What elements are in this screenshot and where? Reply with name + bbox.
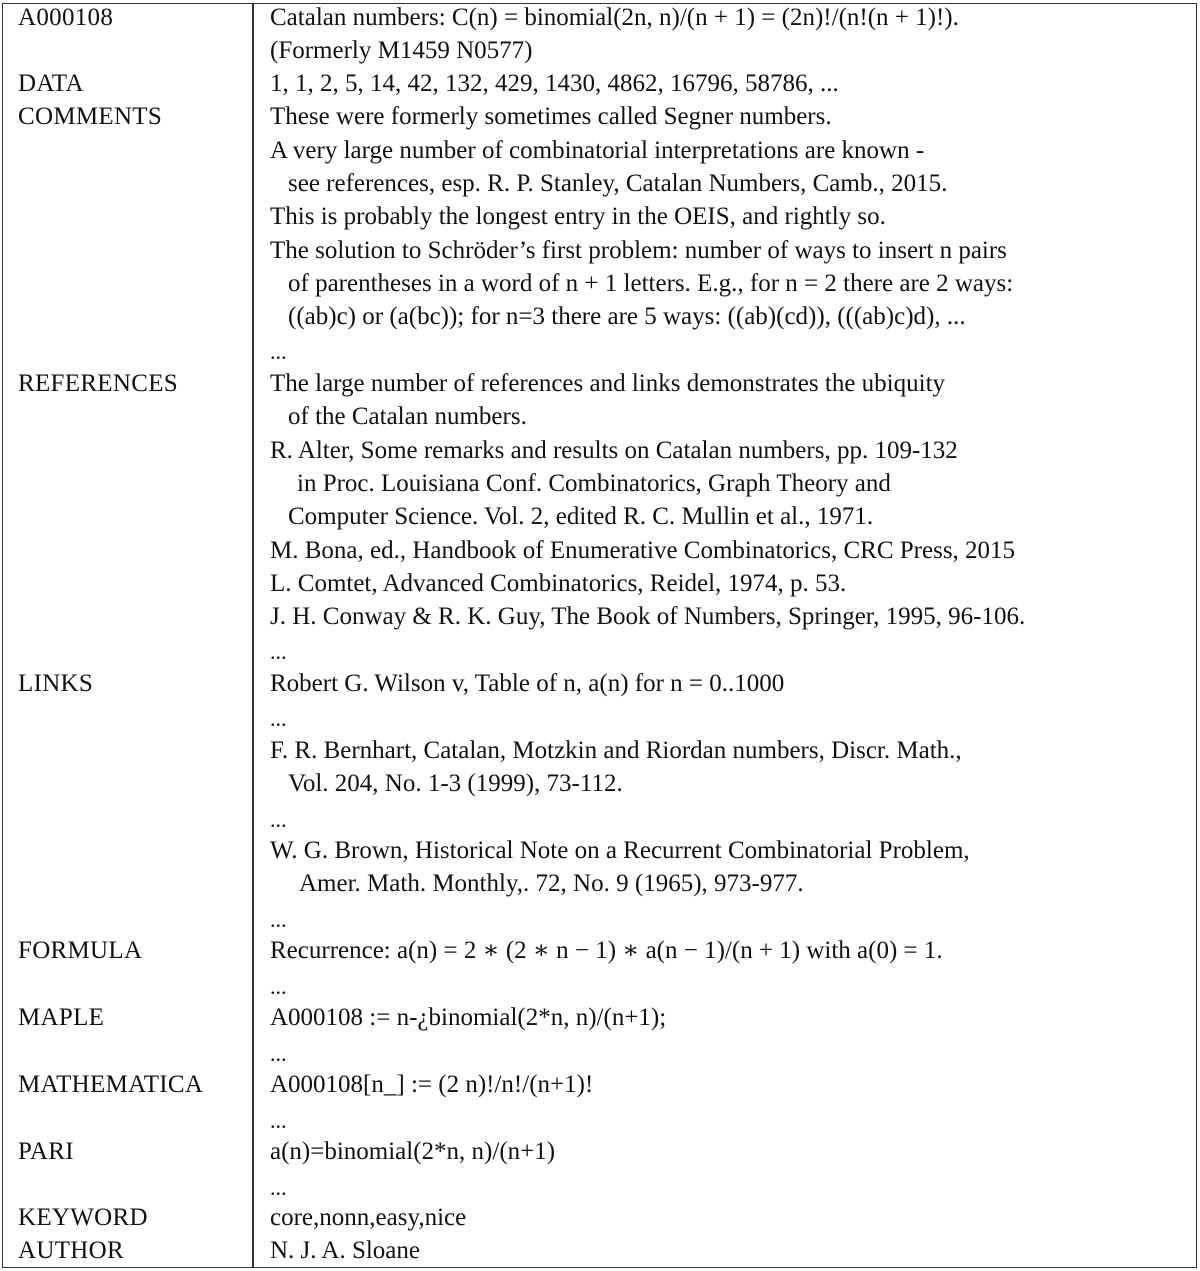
reference-line: in Proc. Louisiana Conf. Combinatorics, Graph Theory and [297, 470, 891, 497]
maple-label: MAPLE [18, 1004, 105, 1031]
maple-ellipsis: ... [270, 1041, 287, 1066]
references-label: REFERENCES [18, 370, 178, 397]
comment-line: A very large number of combinatorial interpretations are known - [270, 137, 925, 164]
link-line[interactable]: Robert G. Wilson v, Table of n, a(n) for n = 0..1000 [270, 670, 785, 697]
reference-line: Computer Science. Vol. 2, edited R. C. Mullin et al., 1971. [288, 503, 874, 530]
comment-line: The solution to Schröder’s first problem: number of ways to insert n pairs [270, 237, 1007, 264]
comment-line: of parentheses in a word of n + 1 letters. E.g., for n = 2 there are 2 ways: [288, 270, 1014, 297]
link-line[interactable]: F. R. Bernhart, Catalan, Motzkin and Riordan numbers, Discr. Math., [270, 737, 962, 764]
sequence-title: Catalan numbers: C(n) = binomial(2n, n)/(n + 1) = (2n)!/(n!(n + 1)!). [270, 4, 959, 31]
link-ellipsis: ... [270, 907, 287, 932]
keyword-label: KEYWORD [18, 1204, 148, 1231]
mathematica-ellipsis: ... [270, 1108, 287, 1133]
column-divider [252, 3, 254, 1268]
reference-line: L. Comtet, Advanced Combinatorics, Reidel, 1974, p. 53. [270, 570, 847, 597]
comment-line: This is probably the longest entry in the OEIS, and rightly so. [270, 203, 886, 230]
comment-line: ((ab)c) or (a(bc)); for n=3 there are 5 ways: ((ab)(cd)), (((ab)c)d), ... [288, 303, 966, 330]
pari-label: PARI [18, 1138, 74, 1165]
pari-code: a(n)=binomial(2*n, n)/(n+1) [270, 1138, 556, 1165]
reference-line: of the Catalan numbers. [288, 403, 527, 430]
link-line[interactable]: W. G. Brown, Historical Note on a Recurrent Combinatorial Problem, [270, 837, 970, 864]
comment-line: see references, esp. R. P. Stanley, Catalan Numbers, Camb., 2015. [288, 170, 948, 197]
comments-label: COMMENTS [18, 103, 163, 130]
author-value: N. J. A. Sloane [270, 1237, 420, 1264]
keyword-value: core,nonn,easy,nice [270, 1204, 467, 1231]
comment-line: These were formerly sometimes called Segner numbers. [270, 103, 832, 130]
mathematica-code: A000108[n_] := (2 n)!/n!/(n+1)! [270, 1071, 594, 1098]
links-label: LINKS [18, 670, 94, 697]
link-line[interactable]: Amer. Math. Monthly,. 72, No. 9 (1965), 973-977. [299, 870, 804, 897]
comment-ellipsis: ... [270, 339, 287, 364]
link-ellipsis: ... [270, 706, 287, 731]
sequence-id-label: A000108 [18, 4, 114, 31]
author-label: AUTHOR [18, 1237, 124, 1264]
maple-code: A000108 := n-¿binomial(2*n, n)/(n+1); [270, 1004, 667, 1031]
reference-ellipsis: ... [270, 639, 287, 664]
link-ellipsis: ... [270, 807, 287, 832]
reference-line: J. H. Conway & R. K. Guy, The Book of Numbers, Springer, 1995, 96-106. [270, 603, 1026, 630]
reference-line: The large number of references and links demonstrates the ubiquity [270, 370, 946, 397]
reference-line: M. Bona, ed., Handbook of Enumerative Combinatorics, CRC Press, 2015 [270, 537, 1016, 564]
reference-line: R. Alter, Some remarks and results on Catalan numbers, pp. 109-132 [270, 437, 958, 464]
formula-ellipsis: ... [270, 974, 287, 999]
sequence-former-ids: (Formerly M1459 N0577) [270, 37, 533, 64]
pari-ellipsis: ... [270, 1175, 287, 1200]
data-values: 1, 1, 2, 5, 14, 42, 132, 429, 1430, 4862, 16796, 58786, ... [270, 70, 839, 97]
formula-label: FORMULA [18, 937, 143, 964]
formula-line: Recurrence: a(n) = 2 ∗ (2 ∗ n − 1) ∗ a(n − 1)/(n + 1) with a(0) = 1. [270, 937, 943, 964]
data-label: DATA [18, 70, 84, 97]
link-line[interactable]: Vol. 204, No. 1-3 (1999), 73-112. [288, 770, 623, 797]
mathematica-label: MATHEMATICA [18, 1071, 204, 1098]
